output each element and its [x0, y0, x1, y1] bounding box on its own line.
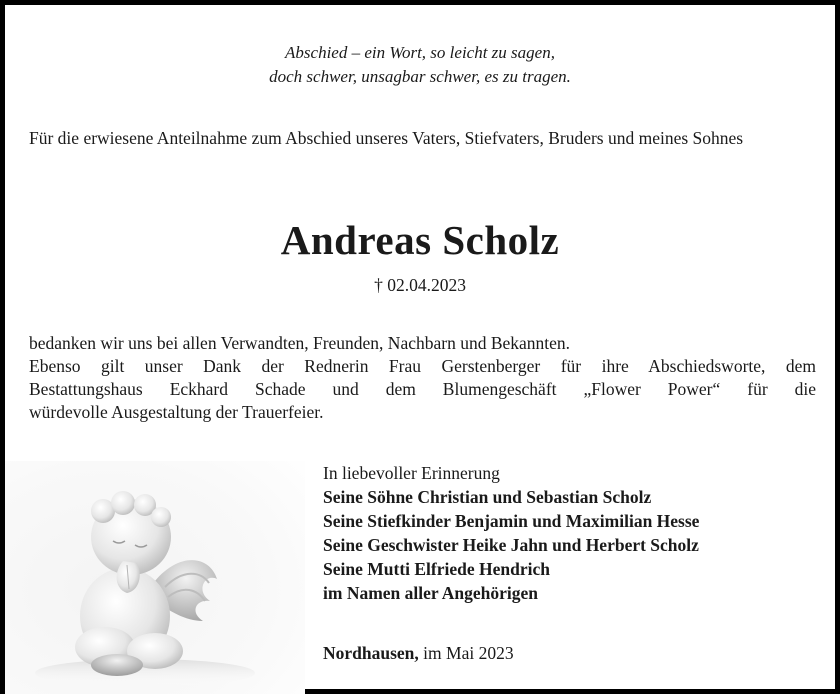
place: Nordhausen, — [323, 643, 419, 663]
thanks-text — [29, 332, 816, 424]
signature-line: Seine Mutti Elfriede Hendrich — [323, 559, 550, 579]
date: im Mai 2023 — [418, 643, 514, 663]
deceased-name: Andreas Scholz — [280, 217, 560, 263]
place-and-date — [323, 641, 823, 665]
signatures-heading: In liebevoller Erinnerung — [323, 463, 500, 483]
poem-line-1: Abschied – ein Wort, so leicht zu sagen, — [285, 43, 555, 62]
poem-line-2: doch schwer, unsagbar schwer, es zu tragen. — [269, 67, 571, 86]
thanks-line-1: bedanken wir uns bei allen Verwandten, Freunden, Nachbarn und Bekannten. — [29, 333, 571, 353]
signature-line: Seine Söhne Christian und Sebastian Scholz — [323, 487, 652, 507]
signatures — [323, 461, 823, 605]
thanks-line-4: würdevolle Ausgestaltung der Trauerfeier. — [29, 402, 324, 422]
signature-line: Seine Geschwister Heike Jahn und Herbert Scholz — [323, 535, 699, 555]
signature-line: im Namen aller Angehörigen — [323, 583, 539, 603]
signature-line: Seine Stiefkinder Benjamin und Maximilian Hesse — [323, 511, 700, 531]
thanks-line-2: Ebenso gilt unser Dank der Rednerin Frau Gerstenberger für ihre Abschiedsworte, dem — [29, 356, 816, 376]
angel-figurine-icon — [5, 461, 305, 694]
thanks-line-3: Bestattungshaus Eckhard Schade und dem Blumengeschäft „Flower Power“ für die — [29, 379, 816, 399]
intro-text: Für die erwiesene Anteilnahme zum Abschied unseres Vaters, Stiefvaters, Bruders und meines Sohnes — [29, 128, 744, 148]
poem — [5, 41, 835, 89]
death-date: † 02.04.2023 — [374, 275, 466, 295]
